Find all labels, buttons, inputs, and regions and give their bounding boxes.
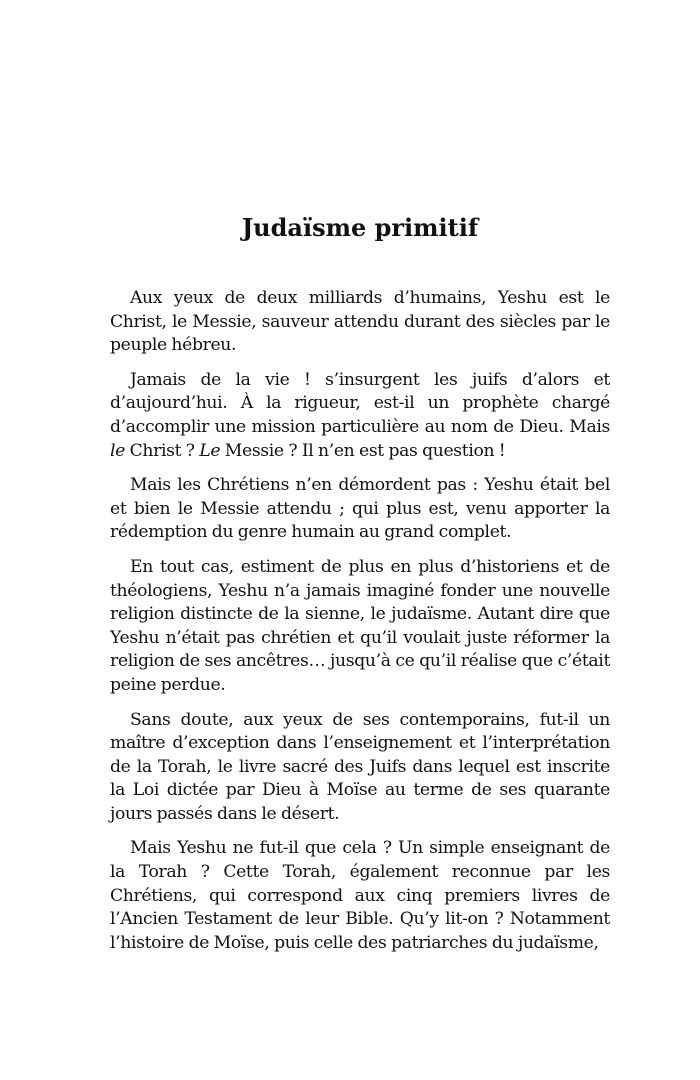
paragraph-4: En tout cas, estiment de plus en plus d’historiens et de théologiens, Yeshu n’a jamais imaginé fonder une nouvelle religion distincte de la sienne, le judaïsme. Autant dire que Yeshu n’était pas chrétien et qu’il voulait juste réformer la religion de ses ancêtres… jusqu’à ce qu’il réalise que c’était peine perdue. xyxy=(110,556,610,695)
paragraph-2-italic-le-capital: Le xyxy=(199,440,221,461)
paragraph-6: Mais Yeshu ne fut-il que cela ? Un simple enseignant de la Torah ? Cette Torah, également reconnue par les Chrétiens, qui correspond aux cinq premiers livres de l’Ancien Testament de leur Bible. Qu’y lit-on ? Notamment l’histoire de Moïse, puis celle des patriarches du judaïsme, xyxy=(110,838,610,953)
paragraph-2-part-2: Christ ? xyxy=(124,440,200,461)
paragraph-2-part-3: Messie ? Il n’en est pas question ! xyxy=(220,440,506,461)
chapter-body xyxy=(110,287,610,966)
chapter-title: Judaïsme primitif xyxy=(241,213,479,242)
paragraph-2-part-1: Jamais de la vie ! s’insurgent les juifs d’alors et d’aujourd’hui. À la rigueur, est-il un prophète chargé d’accomplir une mission particulière au nom de Dieu. Mais xyxy=(110,369,610,437)
paragraph-5: Sans doute, aux yeux de ses contemporains, fut-il un maître d’exception dans l’enseignement et l’interprétation de la Torah, le livre sacré des Juifs dans lequel est inscrite la Loi dictée par Dieu à Moïse au terme de ses quarante jours passés dans le désert. xyxy=(110,709,610,824)
book-page xyxy=(110,0,610,1080)
paragraph-2-italic-le: le xyxy=(110,440,125,461)
paragraph-1: Aux yeux de deux milliards d’humains, Yeshu est le Christ, le Messie, sauveur attendu durant des siècles par le peuple hébreu. xyxy=(110,288,610,356)
paragraph-3: Mais les Chrétiens n’en démordent pas : Yeshu était bel et bien le Messie attendu ; qui plus est, venu apporter la rédemption du genre humain au grand complet. xyxy=(110,475,610,543)
paragraph-2 xyxy=(110,369,610,463)
